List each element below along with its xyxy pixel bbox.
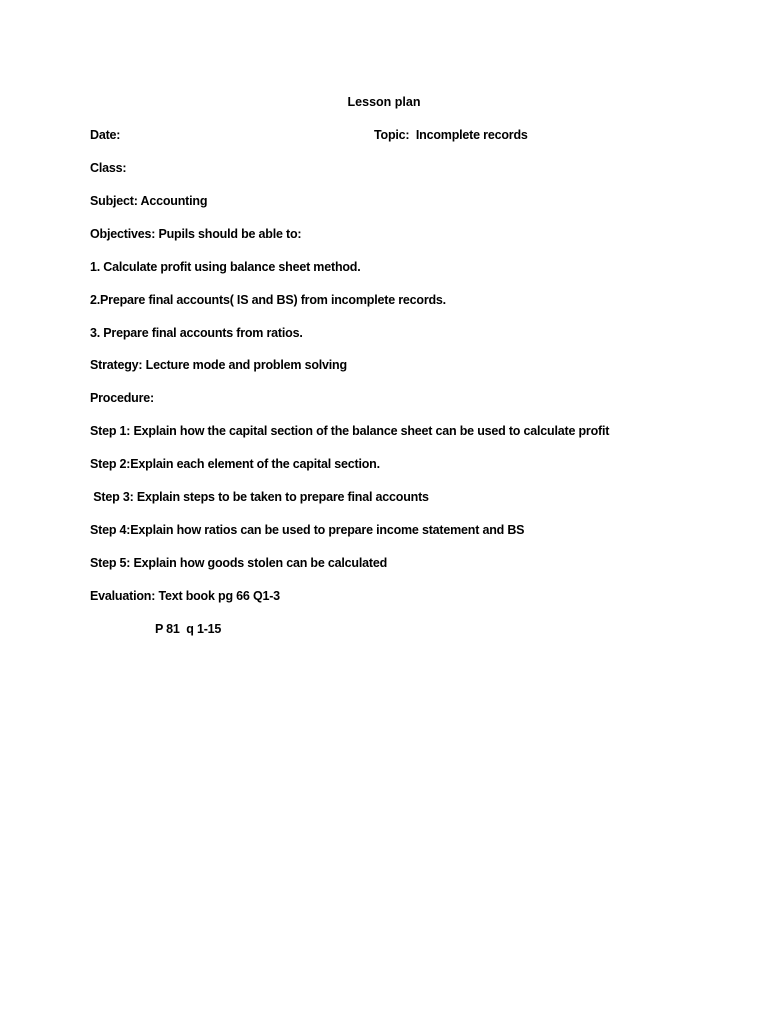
procedure-step: Step 3: Explain steps to be taken to prepare final accounts: [90, 490, 429, 504]
document-title: Lesson plan: [347, 95, 421, 109]
procedure-step: Step 5: Explain how goods stolen can be calculated: [90, 556, 388, 570]
strategy-line: Strategy: Lecture mode and problem solving: [90, 358, 347, 372]
procedure-step: Step 1: Explain how the capital section of the balance sheet can be used to calculate profit: [90, 424, 610, 438]
evaluation-line: Evaluation: Text book pg 66 Q1-3: [90, 589, 280, 603]
procedure-heading: Procedure:: [90, 391, 154, 405]
objective-item: 3. Prepare final accounts from ratios.: [90, 326, 303, 340]
objectives-heading: Objectives: Pupils should be able to:: [90, 227, 302, 241]
procedure-step: Step 4:Explain how ratios can be used to prepare income statement and BS: [90, 523, 525, 537]
date-label: Date:: [90, 128, 121, 142]
procedure-step: Step 2:Explain each element of the capital section.: [90, 457, 380, 471]
topic-line: Topic: Incomplete records: [374, 128, 528, 142]
class-label: Class:: [90, 161, 127, 175]
evaluation-continuation: P 81 q 1-15: [155, 622, 222, 636]
objective-item: 2.Prepare final accounts( IS and BS) from incomplete records.: [90, 293, 446, 307]
subject-line: Subject: Accounting: [90, 194, 208, 208]
objective-item: 1. Calculate profit using balance sheet method.: [90, 260, 361, 274]
